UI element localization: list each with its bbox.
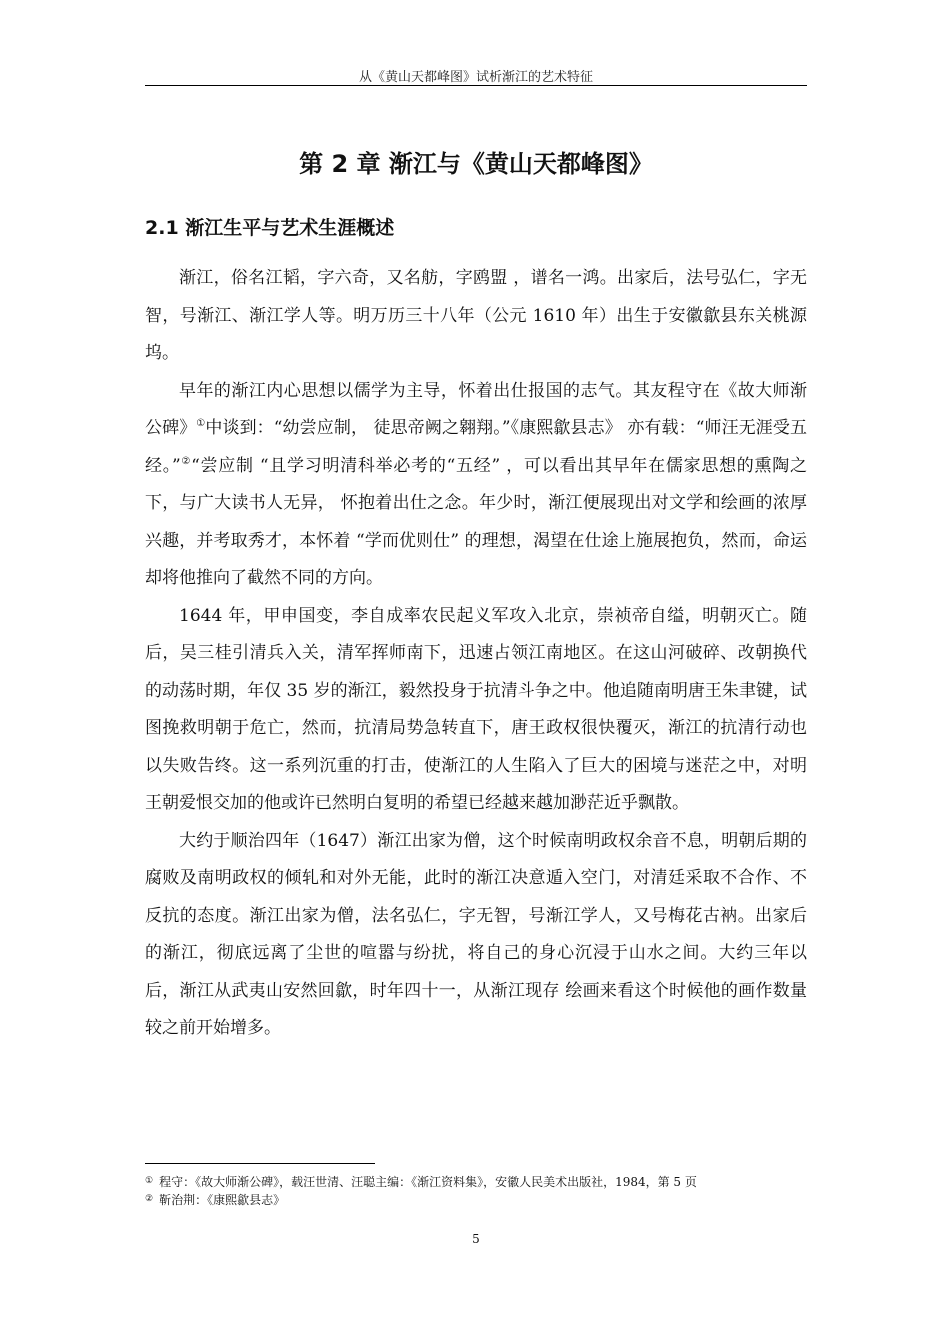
footnote-ref-2[interactable]: ② [180, 455, 192, 467]
paragraph-2-part-3: “尝应制 “且学习明清科举必考的“五经” ，可以看出其早年在儒家思想的熏陶之下，与广大读书人无异， 怀抱着出仕之念。年少时，渐江便展现出对文学和绘画的浓厚兴趣，并考取秀才，本怀着 “学而优则仕” 的理想，渴望在仕途上施展抱负，然而，命运却将他推向了截然不同的方向。 [145, 455, 807, 588]
paragraph-4: 大约于顺治四年（1647）渐江出家为僧，这个时候南明政权余音不息，明朝后期的腐败及南明政权的倾轧和对外无能，此时的渐江决意遁入空门，对清廷采取不合作、不反抗的态度。渐江出家为僧，法名弘仁，字无智，号渐江学人，又号梅花古衲。出家后的渐江，彻底远离了尘世的喧嚣与纷扰，将自己的身心沉浸于山水之间。大约三年以后，渐江从武夷山安然回歙，时年四十一，从渐江现存 绘画来看这个时候他的画作数量较之前开始增多。 [145, 830, 807, 1038]
body-text [145, 260, 807, 1048]
footnote-text-1: 程守：《故大师渐公碑》，载汪世清、汪聪主编：《渐江资料集》，安徽人民美术出版社，1984，第 5 页 [159, 1175, 697, 1189]
footnote-mark-1: ① [145, 1176, 154, 1186]
paragraph-2-part-1: 早年的渐江内心思想以儒学为主导，怀着出仕报国的志气。其友程守在《故大师渐公碑》 [145, 380, 807, 438]
footnote-ref-1[interactable]: ① [196, 418, 206, 429]
running-header: 从《黄山天都峰图》试析渐江的艺术特征 [358, 70, 593, 85]
page-number: 5 [472, 1232, 480, 1246]
footnote-mark-2: ② [145, 1194, 154, 1204]
header-rule [145, 85, 807, 86]
paragraph-1: 渐江，俗名江韬，字六奇，又名舫，字鸥盟 ，谱名一鸿。出家后，法号弘仁，字无智，号渐江、渐江学人等。明万历三十八年（公元 1610 年）出生于安徽歙县东关桃源坞。 [145, 268, 807, 363]
paragraph-2-part-2: 中谈到：“幼尝应制， 徒思帝阙之翱翔。”《康熙歙县志》 亦有载：“师汪无涯受五经。” [145, 418, 808, 476]
footnote-text-2: 靳治荆：《康熙歙县志》 [159, 1193, 286, 1207]
paragraph-3: 1644 年，甲申国变，李自成率农民起义军攻入北京，崇祯帝自缢，明朝灭亡。随后，吴三桂引清兵入关，清军挥师南下，迅速占领江南地区。在这山河破碎、改朝换代的动荡时期，年仅 35 岁的渐江，毅然投身于抗清斗争之中。他追随南明唐王朱聿键，试图挽救明朝于危亡，然而，抗清局势急转直下，唐王政权很快覆灭，渐江的抗清行动也以失败告终。这一系列沉重的打击，使渐江的人生陷入了巨大的困境与迷茫之中，对明王朝爱恨交加的他或许已然明白复明的希望已经越来越加渺茫近乎飘散。 [145, 605, 807, 813]
section-title: 2.1 渐江生平与艺术生涯概述 [145, 217, 395, 239]
chapter-title: 第 2 章 渐江与《黄山天都峰图》 [299, 150, 653, 178]
paragraph-2 [145, 373, 807, 598]
footnote-rule [145, 1163, 375, 1164]
footnote-1 [145, 1173, 807, 1191]
footnote-2 [145, 1191, 807, 1209]
footnotes [145, 1173, 807, 1209]
